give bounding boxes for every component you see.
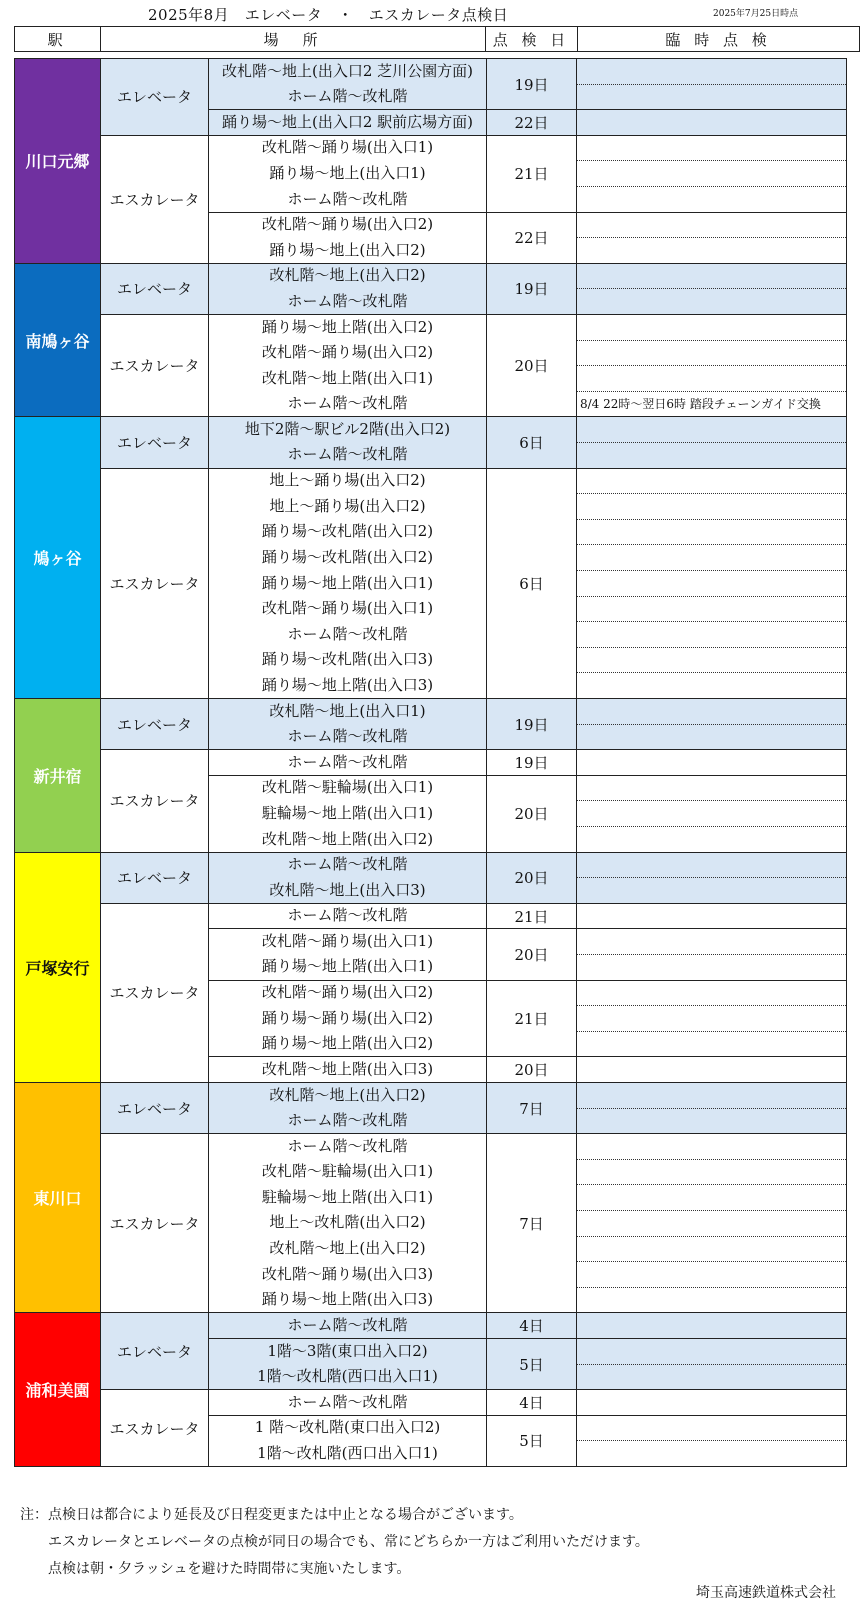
location-line: ホーム階～改札階 xyxy=(287,855,408,874)
location-cell xyxy=(208,212,487,264)
temp-inspection-line xyxy=(577,981,846,1007)
station-cell xyxy=(14,1082,101,1313)
date-cell xyxy=(486,135,577,213)
date-cell xyxy=(486,749,577,776)
location-cell xyxy=(208,1338,487,1390)
location-line: ホーム階～改札階 xyxy=(287,624,408,643)
inspection-day: 20日 xyxy=(514,869,549,888)
equipment-type: エスカレータ xyxy=(109,1419,200,1438)
station-name: 鳩ヶ谷 xyxy=(33,549,82,569)
temp-inspection-line xyxy=(577,187,846,213)
temp-inspection-line xyxy=(577,1313,846,1339)
location-line: 改札階～地上(出入口2) xyxy=(269,1239,426,1258)
temp-inspection-line xyxy=(577,213,846,239)
date-cell xyxy=(486,775,577,853)
temp-inspection-line xyxy=(577,417,846,443)
temp-inspection-cell xyxy=(576,928,847,980)
inspection-day: 4日 xyxy=(519,1317,544,1336)
station-name: 戸塚安行 xyxy=(25,958,90,978)
temp-inspection-line xyxy=(577,673,846,699)
temp-inspection-line xyxy=(577,776,846,802)
temp-inspection-line xyxy=(577,1185,846,1211)
location-line: 1 階～改札階(東口出入口2) xyxy=(254,1418,441,1437)
note-line: 点検は朝・夕ラッシュを避けた時間帯に実施いたします。 xyxy=(20,1561,411,1577)
location-line: 改札階～踊り場(出入口1) xyxy=(261,931,434,950)
station-name: 川口元郷 xyxy=(25,152,90,172)
equipment-type: エレベータ xyxy=(116,1099,192,1118)
inspection-day: 19日 xyxy=(514,715,549,734)
temp-inspection-line xyxy=(577,1109,846,1135)
date-cell xyxy=(486,212,577,264)
location-cell xyxy=(208,1082,487,1134)
temp-inspection-cell xyxy=(576,58,847,110)
location-line: 踊り場～地上(出入口2) xyxy=(269,240,426,259)
date-cell xyxy=(486,1082,577,1134)
temp-inspection-line xyxy=(577,1365,846,1391)
location-line: 改札階～地上(出入口3) xyxy=(269,880,426,899)
page-title: 2025年8月 エレベータ ・ エスカレータ点検日 xyxy=(148,6,509,24)
note-line: エスカレータとエレベータの点検が同日の場合でも、常にどちらか一方はご利用いただけます。 xyxy=(20,1534,649,1550)
equipment-type: エスカレータ xyxy=(109,190,200,209)
temp-inspection-line xyxy=(577,238,846,264)
temp-inspection-cell xyxy=(576,1389,847,1416)
equipment-type: エスカレータ xyxy=(109,574,200,593)
equipment-type-cell xyxy=(100,1389,209,1467)
location-line: 踊り場～改札階(出入口3) xyxy=(261,650,434,669)
equipment-type-cell xyxy=(100,135,209,264)
temp-inspection-line xyxy=(577,648,846,674)
as-of-date: 2025年7月25日時点 xyxy=(713,9,799,19)
location-line: ホーム階～改札階 xyxy=(287,1111,408,1130)
inspection-day: 7日 xyxy=(519,1214,544,1233)
location-line: 改札階～地上(出入口1) xyxy=(269,701,426,720)
temp-inspection-cell xyxy=(576,1056,847,1083)
station-name: 浦和美園 xyxy=(25,1381,90,1401)
equipment-type-cell xyxy=(100,1133,209,1313)
temp-inspection-line xyxy=(577,1288,846,1314)
temp-inspection-line xyxy=(577,545,846,571)
temp-inspection-cell xyxy=(576,212,847,264)
inspection-day: 6日 xyxy=(519,574,544,593)
equipment-type-cell xyxy=(100,903,209,1083)
temp-inspection-line xyxy=(577,1006,846,1032)
location-cell xyxy=(208,852,487,904)
station-cell xyxy=(14,416,101,699)
equipment-type: エスカレータ xyxy=(109,984,200,1003)
date-cell xyxy=(486,314,577,417)
equipment-type: エレベータ xyxy=(116,869,192,888)
location-line: ホーム階～改札階 xyxy=(287,1315,408,1334)
equipment-type-cell xyxy=(100,698,209,750)
temp-inspection-cell xyxy=(576,263,847,315)
date-cell xyxy=(486,416,577,468)
location-line: 踊り場～地上階(出入口2) xyxy=(261,317,434,336)
temp-inspection-line xyxy=(577,1211,846,1237)
equipment-type: エレベータ xyxy=(116,88,192,107)
location-line: 改札階～地上階(出入口3) xyxy=(261,1059,434,1078)
location-cell xyxy=(208,775,487,853)
location-line: 改札階～踊り場(出入口3) xyxy=(261,1264,434,1283)
location-line: 改札階～踊り場(出入口2) xyxy=(261,343,434,362)
location-cell xyxy=(208,980,487,1058)
location-line: 踊り場～改札階(出入口2) xyxy=(261,547,434,566)
date-cell xyxy=(486,852,577,904)
inspection-day: 5日 xyxy=(519,1355,544,1374)
equipment-type-cell xyxy=(100,1082,209,1134)
location-line: ホーム階～改札階 xyxy=(287,1392,408,1411)
location-cell xyxy=(208,58,487,110)
date-cell xyxy=(486,1415,577,1467)
temp-inspection-cell xyxy=(576,314,847,417)
temp-inspection-line xyxy=(577,289,846,315)
temp-inspection-line xyxy=(577,699,846,725)
temp-inspection-line xyxy=(577,1262,846,1288)
location-line: 踊り場～地上階(出入口1) xyxy=(261,957,434,976)
station-name: 新井宿 xyxy=(33,766,82,786)
location-line: ホーム階～改札階 xyxy=(287,291,408,310)
equipment-type-cell xyxy=(100,416,209,468)
location-cell xyxy=(208,749,487,776)
date-cell xyxy=(486,980,577,1058)
temp-inspection-line xyxy=(577,1134,846,1160)
inspection-day: 22日 xyxy=(514,229,549,248)
location-line: ホーム階～改札階 xyxy=(287,752,408,771)
equipment-type: エスカレータ xyxy=(109,1214,200,1233)
temp-inspection-line xyxy=(577,622,846,648)
date-cell xyxy=(486,1389,577,1416)
temp-inspection-line xyxy=(577,571,846,597)
temp-inspection-line xyxy=(577,904,846,930)
location-cell xyxy=(208,1056,487,1083)
temp-inspection-cell xyxy=(576,852,847,904)
temp-inspection-line xyxy=(577,725,846,751)
date-cell xyxy=(486,263,577,315)
equipment-type: エレベータ xyxy=(116,1342,192,1361)
temp-inspection-cell xyxy=(576,775,847,853)
location-cell xyxy=(208,1415,487,1467)
date-cell xyxy=(486,698,577,750)
location-line: 地上～踊り場(出入口2) xyxy=(269,496,426,515)
location-line: 改札階～地上階(出入口1) xyxy=(261,368,434,387)
location-line: 改札階～地上(出入口2) xyxy=(269,1085,426,1104)
location-cell xyxy=(208,314,487,417)
location-line: ホーム階～改札階 xyxy=(287,87,408,106)
equipment-type-cell xyxy=(100,749,209,852)
station-cell xyxy=(14,58,101,264)
location-line: 踊り場～改札階(出入口2) xyxy=(261,522,434,541)
station-cell xyxy=(14,852,101,1083)
location-line: 地上～改札階(出入口2) xyxy=(269,1213,426,1232)
date-cell xyxy=(486,109,577,136)
location-cell xyxy=(208,468,487,699)
location-cell xyxy=(208,903,487,930)
header-location: 場 所 xyxy=(101,27,486,51)
notes xyxy=(20,1502,649,1583)
location-line: 1階～3階(東口出入口2) xyxy=(267,1341,428,1360)
location-cell xyxy=(208,135,487,213)
temp-inspection-cell xyxy=(576,416,847,468)
temp-inspection-line xyxy=(577,1237,846,1263)
location-line: 駐輪場～地上階(出入口1) xyxy=(261,1187,434,1206)
temp-inspection-line xyxy=(577,494,846,520)
location-line: 踊り場～地上階(出入口2) xyxy=(261,1034,434,1053)
location-line: 駐輪場～地上階(出入口1) xyxy=(261,803,434,822)
temp-inspection-line xyxy=(577,827,846,853)
temp-inspection-line xyxy=(577,1032,846,1058)
date-cell xyxy=(486,928,577,980)
date-cell xyxy=(486,1312,577,1339)
equipment-type: エレベータ xyxy=(116,433,192,452)
company-name: 埼玉高速鉄道株式会社 xyxy=(696,1585,836,1601)
location-line: ホーム階～改札階 xyxy=(287,1136,408,1155)
station-name: 東川口 xyxy=(33,1189,82,1209)
inspection-day: 19日 xyxy=(514,280,549,299)
inspection-day: 20日 xyxy=(514,1061,549,1080)
location-line: 改札階～踊り場(出入口1) xyxy=(261,599,434,618)
inspection-day: 20日 xyxy=(514,357,549,376)
temp-inspection-line xyxy=(577,59,846,85)
station-cell xyxy=(14,698,101,853)
temp-inspection-cell xyxy=(576,749,847,776)
temp-inspection-cell xyxy=(576,1338,847,1390)
temp-inspection-cell xyxy=(576,109,847,136)
temp-inspection-line xyxy=(577,750,846,776)
date-cell xyxy=(486,468,577,699)
temp-inspection-line xyxy=(577,520,846,546)
location-cell xyxy=(208,928,487,980)
location-line: ホーム階～改札階 xyxy=(287,906,408,925)
equipment-type-cell xyxy=(100,852,209,904)
location-line: 1階～改札階(西口出入口1) xyxy=(257,1367,438,1386)
location-line: ホーム階～改札階 xyxy=(287,445,408,464)
location-cell xyxy=(208,698,487,750)
temp-inspection-cell xyxy=(576,135,847,213)
location-line: 改札階～踊り場(出入口2) xyxy=(261,215,434,234)
temp-inspection-line xyxy=(577,85,846,111)
date-cell xyxy=(486,1338,577,1390)
temp-inspection-cell xyxy=(576,1082,847,1134)
temp-inspection-line xyxy=(577,1057,846,1083)
location-line: 踊り場～地上階(出入口1) xyxy=(261,573,434,592)
location-line: 改札階～駐輪場(出入口1) xyxy=(261,778,434,797)
equipment-type: エレベータ xyxy=(116,280,192,299)
temp-inspection-line xyxy=(577,136,846,162)
temp-inspection-cell xyxy=(576,698,847,750)
station-cell xyxy=(14,1312,101,1467)
header-temp: 臨 時 点 検 xyxy=(665,30,772,49)
location-cell xyxy=(208,1312,487,1339)
date-cell xyxy=(486,903,577,930)
location-line: 改札階～地上(出入口2 芝川公園方面) xyxy=(221,61,474,80)
location-line: 踊り場～踊り場(出入口2) xyxy=(261,1008,434,1027)
temp-inspection-cell xyxy=(576,1312,847,1339)
temp-inspection-cell xyxy=(576,468,847,699)
temp-inspection-line xyxy=(577,443,846,469)
equipment-type-cell xyxy=(100,58,209,136)
location-line: 踊り場～地上(出入口2 駅前広場方面) xyxy=(221,112,474,131)
inspection-day: 20日 xyxy=(514,805,549,824)
temp-inspection-line xyxy=(577,1160,846,1186)
equipment-type: エスカレータ xyxy=(109,357,200,376)
location-line: 地上～踊り場(出入口2) xyxy=(269,471,426,490)
location-line: 1階～改札階(西口出入口1) xyxy=(257,1443,438,1462)
location-cell xyxy=(208,1389,487,1416)
location-cell xyxy=(208,416,487,468)
location-cell xyxy=(208,1133,487,1313)
temp-inspection-line xyxy=(577,1441,846,1467)
temp-inspection-line xyxy=(577,801,846,827)
inspection-day: 5日 xyxy=(519,1432,544,1451)
location-line: 改札階～踊り場(出入口1) xyxy=(261,138,434,157)
equipment-type-cell xyxy=(100,263,209,315)
location-line: 改札階～地上階(出入口2) xyxy=(261,829,434,848)
inspection-day: 20日 xyxy=(514,945,549,964)
location-cell xyxy=(208,109,487,136)
temp-inspection-line xyxy=(577,341,846,367)
temp-inspection-line xyxy=(577,955,846,981)
equipment-type-cell xyxy=(100,314,209,417)
temp-inspection-cell xyxy=(576,1415,847,1467)
location-line: 地下2階～駅ビル2階(出入口2) xyxy=(244,419,451,438)
temp-inspection-cell xyxy=(576,1133,847,1313)
equipment-type-cell xyxy=(100,1312,209,1390)
location-line: 改札階～踊り場(出入口2) xyxy=(261,983,434,1002)
temp-inspection-line xyxy=(577,929,846,955)
location-line: ホーム階～改札階 xyxy=(287,394,408,413)
temp-inspection-line xyxy=(577,161,846,187)
temp-inspection-line xyxy=(577,264,846,290)
location-cell xyxy=(208,263,487,315)
temp-inspection-line xyxy=(577,853,846,879)
date-cell xyxy=(486,1133,577,1313)
inspection-day: 21日 xyxy=(514,165,549,184)
temp-inspection-cell xyxy=(576,980,847,1058)
temp-inspection-line xyxy=(577,1339,846,1365)
temp-inspection-line xyxy=(577,315,846,341)
inspection-day: 21日 xyxy=(514,907,549,926)
equipment-type: エレベータ xyxy=(116,715,192,734)
location-line: 改札階～駐輪場(出入口1) xyxy=(261,1162,434,1181)
station-cell xyxy=(14,263,101,418)
station-name: 南鳩ヶ谷 xyxy=(25,331,90,351)
inspection-day: 7日 xyxy=(519,1099,544,1118)
location-line: 踊り場～地上(出入口1) xyxy=(269,163,426,182)
temp-inspection-line xyxy=(577,110,846,136)
date-cell xyxy=(486,58,577,110)
temp-inspection-line xyxy=(577,1390,846,1416)
header-date: 点 検 日 xyxy=(486,27,578,51)
temp-inspection-line xyxy=(577,597,846,623)
temp-inspection-line xyxy=(577,469,846,495)
equipment-type-cell xyxy=(100,468,209,699)
location-line: ホーム階～改札階 xyxy=(287,189,408,208)
equipment-type: エスカレータ xyxy=(109,792,200,811)
date-cell xyxy=(486,1056,577,1083)
inspection-day: 21日 xyxy=(514,1009,549,1028)
inspection-day: 19日 xyxy=(514,75,549,94)
location-line: 踊り場～地上階(出入口3) xyxy=(261,1290,434,1309)
inspection-day: 6日 xyxy=(519,433,544,452)
location-line: 改札階～地上(出入口2) xyxy=(269,266,426,285)
location-line: 踊り場～地上階(出入口3) xyxy=(261,675,434,694)
temp-inspection-cell xyxy=(576,903,847,930)
inspection-day: 19日 xyxy=(514,753,549,772)
temp-inspection-line: 8/4 22時～翌日6時 踏段チェーンガイド交換 xyxy=(580,396,821,411)
temp-inspection-line xyxy=(577,1416,846,1442)
note-line: 注：点検日は都合により延長及び日程変更または中止となる場合がございます。 xyxy=(20,1507,523,1523)
inspection-day: 22日 xyxy=(514,113,549,132)
location-line: ホーム階～改札階 xyxy=(287,727,408,746)
temp-inspection-line xyxy=(577,878,846,904)
inspection-day: 4日 xyxy=(519,1393,544,1412)
header-station: 駅 xyxy=(15,27,101,51)
temp-inspection-line xyxy=(577,1083,846,1109)
temp-inspection-line xyxy=(577,366,846,392)
